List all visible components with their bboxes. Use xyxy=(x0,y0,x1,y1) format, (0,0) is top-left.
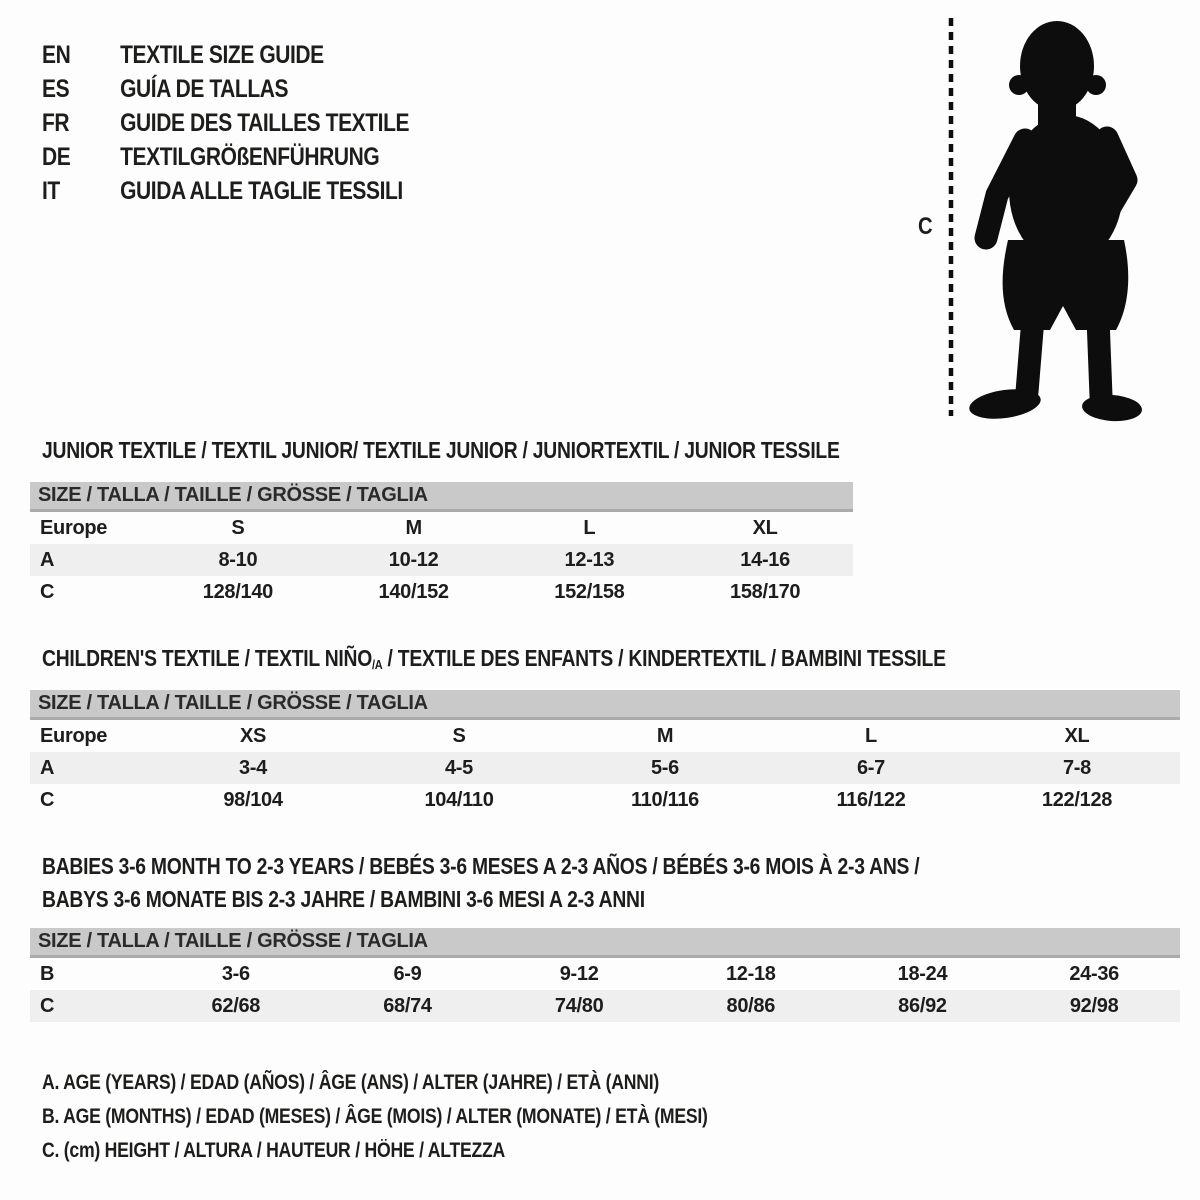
language-code: FR xyxy=(42,108,70,137)
size-table-header-label: SIZE / TALLA / TAILLE / GRÖSSE / TAGLIA xyxy=(38,930,428,952)
section-title-text: JUNIOR TEXTILE / TEXTIL JUNIOR/ TEXTILE JUNIOR / JUNIORTEXTIL / JUNIOR TESSILE xyxy=(42,437,840,463)
row-label: C xyxy=(40,581,55,603)
size-cell: 7-8 xyxy=(1062,757,1091,779)
size-cell: 80/86 xyxy=(726,995,776,1017)
section-title-children xyxy=(42,642,1118,675)
size-cell: 12-13 xyxy=(564,549,615,571)
section-title-text: CHILDREN'S TEXTILE / TEXTIL NIÑO xyxy=(42,645,373,671)
measurement-legend xyxy=(42,1066,834,1168)
size-cell: 98/104 xyxy=(223,789,283,811)
language-guide-title: GUIDA ALLE TAGLIE TESSILI xyxy=(120,176,403,205)
size-row xyxy=(30,958,1180,990)
row-label: A xyxy=(40,757,55,779)
section-title-line xyxy=(42,850,919,883)
size-cell: L xyxy=(865,725,877,747)
toddler-silhouette-icon xyxy=(900,0,1200,440)
section-title-text: BABIES 3-6 MONTH TO 2-3 YEARS / BEBÉS 3-6 MESES A 2-3 AÑOS / BÉBÉS 3-6 MOIS À 2-3 ANS / xyxy=(42,853,920,879)
section-title-babies xyxy=(42,850,1087,916)
size-cell: 24-36 xyxy=(1069,963,1119,985)
size-cell: 68/74 xyxy=(383,995,432,1017)
language-title-row xyxy=(42,106,409,140)
language-guide-title: TEXTILE SIZE GUIDE xyxy=(120,40,324,69)
language-title-row xyxy=(42,72,409,106)
size-cell: XL xyxy=(1064,725,1090,747)
size-grid xyxy=(30,720,1180,816)
size-table-junior xyxy=(30,482,853,608)
section-title-line xyxy=(42,434,840,467)
size-table-header-bar xyxy=(30,482,853,512)
legend-line: A. AGE (YEARS) / EDAD (AÑOS) / ÂGE (ANS) / ALTER (JAHRE) / ETÀ (ANNI) xyxy=(42,1071,660,1094)
size-row xyxy=(30,990,1180,1022)
size-cell: S xyxy=(452,725,466,747)
size-grid xyxy=(30,512,853,608)
language-code: DE xyxy=(42,142,71,171)
size-cell: 110/116 xyxy=(631,789,699,811)
size-table-header-label: SIZE / TALLA / TAILLE / GRÖSSE / TAGLIA xyxy=(38,692,428,714)
size-cell: 92/98 xyxy=(1069,995,1119,1017)
size-table-header-bar xyxy=(30,928,1180,958)
language-guide-title: GUÍA DE TALLAS xyxy=(120,74,289,103)
size-cell: L xyxy=(583,517,596,539)
size-table-header-label: SIZE / TALLA / TAILLE / GRÖSSE / TAGLIA xyxy=(38,484,428,506)
size-table-children xyxy=(30,690,1180,816)
size-row xyxy=(30,576,853,608)
legend-line: C. (cm) HEIGHT / ALTURA / HAUTEUR / HÖHE / ALTEZZA xyxy=(42,1139,506,1162)
size-cell: 14-16 xyxy=(740,549,790,571)
size-grid xyxy=(30,958,1180,1022)
section-title-text: /A xyxy=(372,657,383,672)
size-cell: XS xyxy=(239,725,267,747)
size-table-babies xyxy=(30,928,1180,1022)
size-cell: 152/158 xyxy=(554,581,625,603)
section-title-line xyxy=(42,883,919,916)
row-label: Europe xyxy=(40,517,108,539)
language-code: ES xyxy=(42,74,70,103)
size-cell: 122/128 xyxy=(1041,789,1113,811)
size-row xyxy=(30,720,1180,752)
size-table-header-bar xyxy=(30,690,1180,720)
size-cell: 104/110 xyxy=(424,789,494,811)
language-title-row xyxy=(42,38,409,72)
size-row xyxy=(30,512,853,544)
section-title-text: / TEXTILE DES ENFANTS / KINDERTEXTIL / BAMBINI TESSILE xyxy=(382,645,946,671)
language-title-row xyxy=(42,140,409,174)
row-label: B xyxy=(40,963,55,985)
size-cell: 3-6 xyxy=(221,963,250,985)
size-cell: M xyxy=(656,725,674,747)
size-cell: S xyxy=(231,517,245,539)
section-title-line xyxy=(42,642,946,675)
language-code: EN xyxy=(42,40,71,69)
size-cell: M xyxy=(405,517,422,539)
size-cell: 116/122 xyxy=(836,789,906,811)
size-cell: 6-7 xyxy=(856,757,885,779)
section-title-text: BABYS 3-6 MONATE BIS 2-3 JAHRE / BAMBINI 3-6 MESI A 2-3 ANNI xyxy=(42,886,645,912)
language-code: IT xyxy=(42,176,60,205)
section-title-junior xyxy=(42,434,992,467)
size-cell: 18-24 xyxy=(897,963,948,985)
size-cell: 86/92 xyxy=(898,995,947,1017)
size-cell: 128/140 xyxy=(202,581,273,603)
size-cell: 12-18 xyxy=(725,963,776,985)
size-cell: 10-12 xyxy=(388,549,439,571)
legend-line: B. AGE (MONTHS) / EDAD (MESES) / ÂGE (MOIS) / ALTER (MONATE) / ETÀ (MESI) xyxy=(42,1105,708,1128)
size-cell: 6-9 xyxy=(393,963,422,985)
size-row xyxy=(30,784,1180,816)
size-cell: 62/68 xyxy=(211,995,261,1017)
size-cell: 140/152 xyxy=(378,581,449,603)
height-measure-label: C xyxy=(918,213,933,240)
row-label: C xyxy=(40,789,55,811)
size-cell: 5-6 xyxy=(650,757,679,779)
language-title-list xyxy=(42,38,479,208)
size-cell: 8-10 xyxy=(218,549,258,571)
row-label: C xyxy=(40,995,55,1017)
language-guide-title: TEXTILGRÖßENFÜHRUNG xyxy=(120,142,380,171)
row-label: A xyxy=(40,549,55,571)
language-guide-title: GUIDE DES TAILLES TEXTILE xyxy=(120,108,410,137)
size-row xyxy=(30,752,1180,784)
language-title-row xyxy=(42,174,409,208)
size-cell: 74/80 xyxy=(554,995,604,1017)
row-label: Europe xyxy=(40,725,108,747)
size-cell: 4-5 xyxy=(444,757,473,779)
size-row xyxy=(30,544,853,576)
size-cell: 158/170 xyxy=(730,581,801,603)
size-cell: 3-4 xyxy=(238,757,267,779)
size-cell: 9-12 xyxy=(559,963,599,985)
size-cell: XL xyxy=(752,517,778,539)
